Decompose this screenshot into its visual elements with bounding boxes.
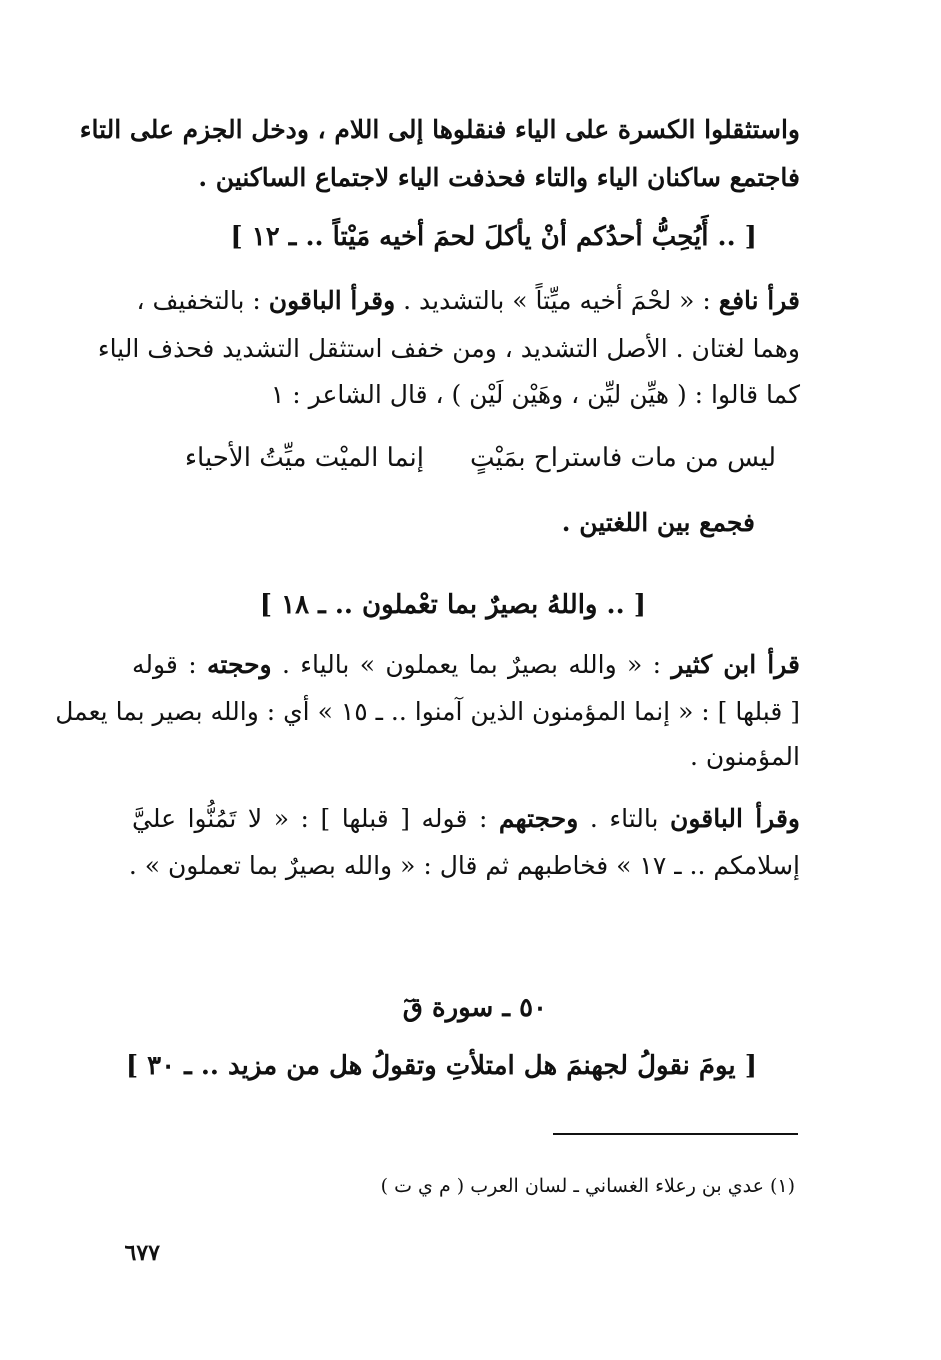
paragraph-2-line-2: وهما لغتان . الأصل التشديد ، ومن خفف استثقل التشديد فحذف الياء — [97, 334, 800, 363]
reading-text: : « والله بصيرٌ بما يعملون » بالياء . — [281, 650, 662, 679]
paragraph-3-line-1 — [132, 650, 800, 680]
verse-12: [ .. أَيُحِبُّ أحدُكم أنْ يأكلَ لحمَ أخيه مَيْتاً .. ـ ١٢ ] — [230, 222, 757, 252]
reader-nafi: قرأ نافع — [718, 286, 800, 315]
verse-18: [ .. واللهُ بصيرٌ بما تعْملون .. ـ ١٨ ] — [259, 590, 646, 620]
reading-text: : قوله [ قبلها ] : « لا تَمُنُّوا عليَّ — [132, 804, 488, 833]
paragraph-2-line-1 — [136, 286, 800, 316]
reader-ibn-kathir: قرأ ابن كثير — [671, 650, 800, 679]
footnote-separator — [553, 1133, 798, 1135]
poem-hemistich-2: إنما الميْت ميِّتُ الأحياء — [184, 443, 424, 473]
paragraph-4-line-1 — [132, 804, 800, 834]
verse-30: [ يومَ نقولُ لجهنمَ هل امتلأتِ وتقولُ هل من مزيد .. ـ ٣٠ ] — [125, 1051, 757, 1081]
proof-label: وحجته — [207, 650, 272, 679]
poem-comment: فجمع بين اللغتين . — [561, 508, 755, 537]
reading-text: : « لحْمَ أخيه ميِّتاً » بالتشديد . — [403, 286, 711, 315]
paragraph-2-line-3: كما قالوا : ( هيِّن ليِّن ، وهَيْن لَيْن ) ، قال الشاعر : ١ — [270, 380, 800, 409]
paragraph-4-line-2: إسلامكم .. ـ ١٧ » فخاطبهم ثم قال : « والله بصيرٌ بما تعملون » . — [128, 851, 800, 880]
page-number: ٦٧٧ — [124, 1240, 160, 1266]
paragraph-3-line-3: المؤمنون . — [689, 742, 800, 771]
surah-heading: ٥٠ ـ سورة قٓ — [402, 993, 547, 1023]
reader-others: وقرأ الباقون — [268, 286, 396, 315]
paragraph-1-line-1: واستثقلوا الكسرة على الياء فنقلوها إلى اللام ، ودخل الجزم على التاء — [79, 115, 800, 144]
reader-others: وقرأ الباقون — [669, 804, 800, 833]
poem-hemistich-1: ليس من مات فاستراح بمَيْتٍ — [470, 443, 776, 473]
reading-text: : بالتخفيف ، — [136, 286, 261, 315]
reading-text: بالتاء . — [589, 804, 659, 833]
proof-label: وحجتهم — [498, 804, 579, 833]
footnote-1: (١) عدي بن رعلاء الغساني ـ لسان العرب ( م ي ت ) — [380, 1175, 795, 1197]
paragraph-3-line-2: [ قبلها ] : « إنما المؤمنون الذين آمنوا .. ـ ١٥ » أي : والله بصير بما يعمل — [55, 697, 800, 726]
reading-text: : قوله — [132, 650, 197, 679]
paragraph-1-line-2: فاجتمع ساكنان الياء والتاء فحذفت الياء لاجتماع الساكنين . — [198, 163, 800, 192]
